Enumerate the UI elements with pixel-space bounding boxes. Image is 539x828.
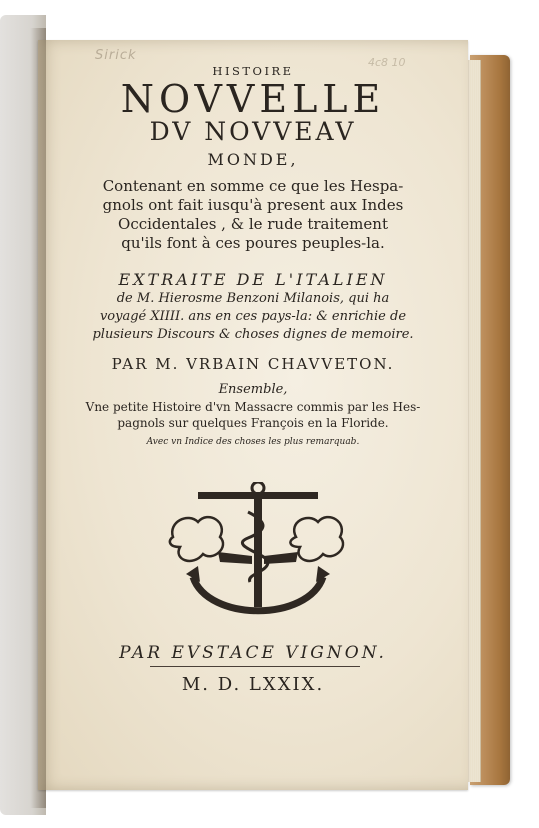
body-line: qu'ils font à ces poures peuples-la. [121,234,385,252]
handwritten-note: Sirick [95,48,137,63]
printer-device-anchor-icon [168,482,348,632]
supplement-line: Vne petite Histoire d'vn Massacre commis par les Hes- [85,400,421,414]
index-note: Avec vn Indice des choses les plus remarquab. [146,437,360,447]
monde-heading: MONDE, [207,150,299,169]
body-line: gnols ont fait iusqu'à present aux Indes [102,196,404,214]
body-line: Contenant en somme ce que les Hespa- [102,177,404,195]
ensemble-line: Ensemble, [218,382,288,397]
extraite-heading: EXTRAITE DE L'ITALIEN [118,270,388,289]
publication-date: M. D. LXXIX. [181,674,325,695]
nouveau-heading: DV NOVVEAV [149,117,357,146]
divider-rule [150,666,360,667]
nouvelle-heading: NOVVELLE [120,77,386,121]
body-line: Occidentales , & le rude traitement [118,215,388,233]
printer-line: PAR EVSTACE VIGNON. [119,643,387,663]
supplement-line: pagnols sur quelques François en la Floride. [117,416,389,430]
histoire-heading: HISTOIRE [212,64,294,78]
italic-line: plusieurs Discours & choses dignes de memoire. [92,327,414,342]
handwritten-note-2: 4c8 10 [368,56,406,69]
author-line: PAR M. VRBAIN CHAVVETON. [111,355,395,373]
italic-line: de M. Hierosme Benzoni Milanois, qui ha [116,291,390,306]
italic-line: voyagé XIIII. ans en ces pays-la: & enrichie de [99,309,407,324]
